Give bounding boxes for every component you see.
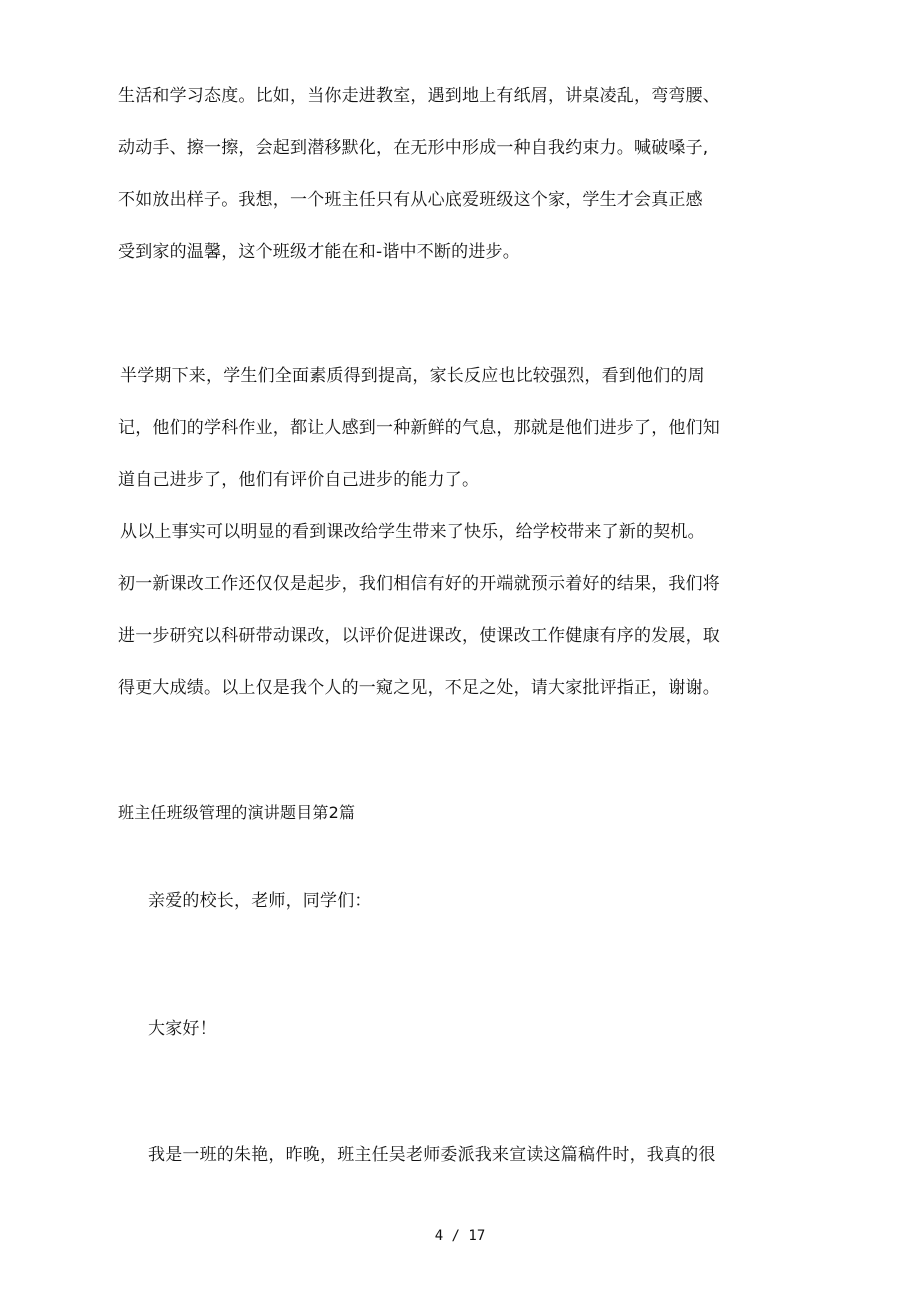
hello-line: 大家好！ xyxy=(148,1019,217,1039)
paragraph-2-line-1: 半学期下来，学生们全面素质得到提高，家长反应也比较强烈，看到他们的周 xyxy=(120,366,705,386)
paragraph-1-line-1: 生活和学习态度。比如，当你走进教室，遇到地上有纸屑，讲桌凌乱，弯弯腰、 xyxy=(118,86,720,106)
paragraph-3-line-1: 从以上事实可以明显的看到课改给学生带来了快乐，给学校带来了新的契机。 xyxy=(120,522,705,542)
paragraph-1-line-2: 动动手、擦一擦，会起到潜移默化，在无形中形成一种自我约束力。喊破嗓子, xyxy=(118,138,709,158)
paragraph-3-line-4: 得更大成绩。以上仅是我个人的一窥之见，不足之处，请大家批评指正，谢谢。 xyxy=(118,678,720,698)
paragraph-3-line-2: 初一新课改工作还仅仅是起步，我们相信有好的开端就预示着好的结果，我们将 xyxy=(118,574,720,594)
section-title: 班主任班级管理的演讲题目第2篇 xyxy=(118,803,356,822)
paragraph-3-line-3: 进一步研究以科研带动课改，以评价促进课改，使课改工作健康有序的发展，取 xyxy=(118,626,720,646)
greeting: 亲爱的校长，老师，同学们： xyxy=(148,891,372,911)
paragraph-1-line-4: 受到家的温馨，这个班级才能在和-谐中不断的进步。 xyxy=(118,242,520,262)
page-number: 4 / 17 xyxy=(434,1228,486,1244)
paragraph-1-line-3: 不如放出样子。我想，一个班主任只有从心底爱班级这个家，学生才会真正感 xyxy=(118,190,703,210)
paragraph-2-line-2: 记，他们的学科作业，都让人感到一种新鲜的气息，那就是他们进步了，他们知 xyxy=(118,418,720,438)
paragraph-2-line-3: 道自己进步了，他们有评价自己进步的能力了。 xyxy=(118,470,480,490)
speech-opening-line: 我是一班的朱艳，昨晚，班主任吴老师委派我来宣读这篇稿件时，我真的很 xyxy=(148,1145,716,1165)
